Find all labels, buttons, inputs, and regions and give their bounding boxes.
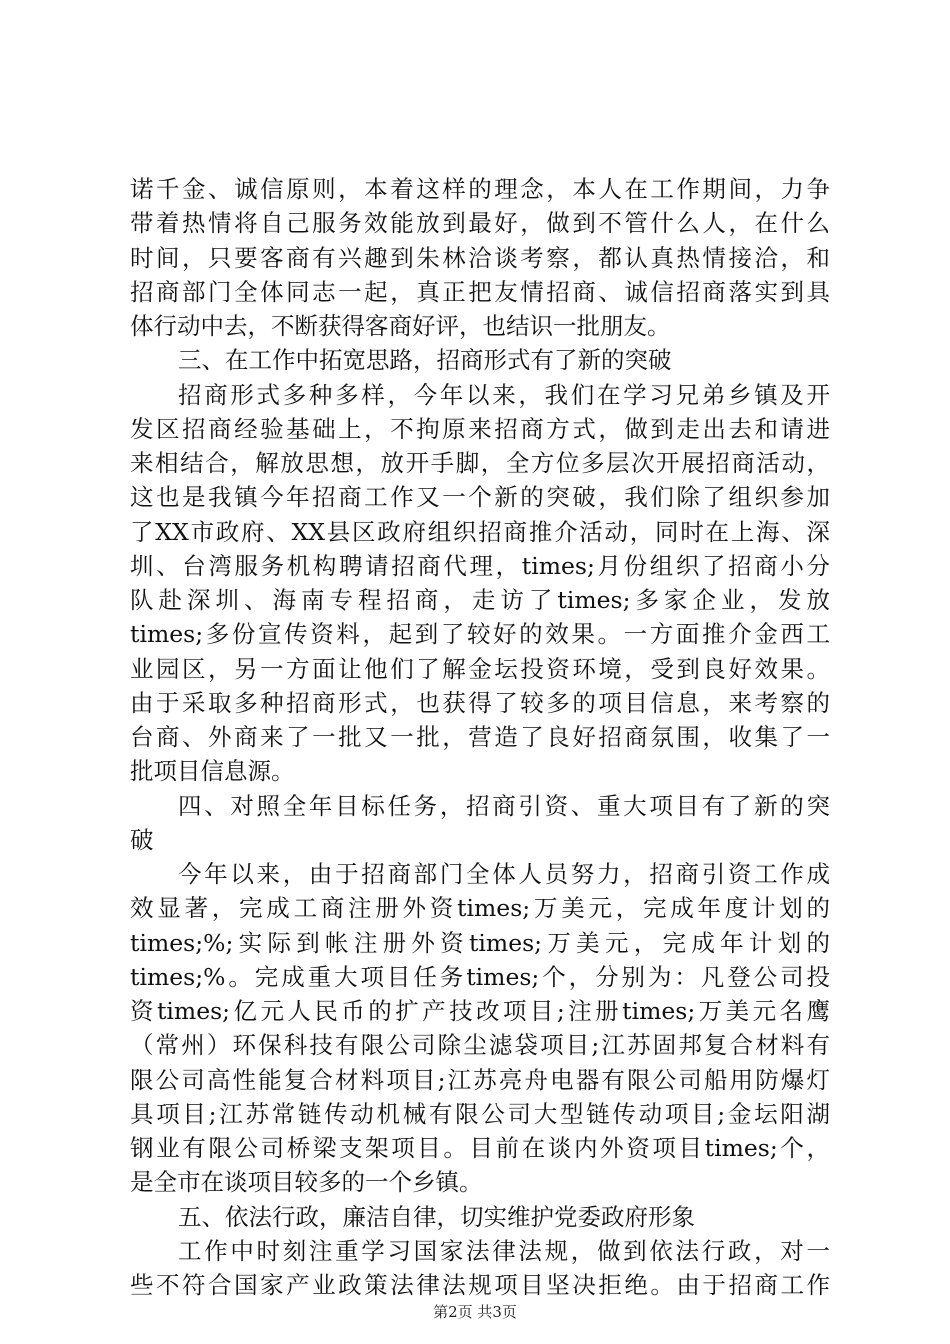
text-line: 圳、台湾服务机构聘请招商代理，times;月份组织了招商小分	[130, 551, 830, 580]
text-line: 些不符合国家产业政策法律法规项目坚决拒绝。由于招商工作	[130, 1271, 830, 1299]
text-line: times;%。完成重大项目任务times;个，分别为：凡登公司投	[130, 962, 830, 991]
text-line: 工作中时刻注重学习国家法律法规，做到依法行政，对一	[178, 1236, 830, 1265]
text-line: 具项目;江苏常链传动机械有限公司大型链传动项目;金坛阳湖	[130, 1099, 830, 1128]
text-line: 三、在工作中拓宽思路，招商形式有了新的突破	[178, 346, 672, 375]
text-line: 限公司高性能复合材料项目;江苏亮舟电器有限公司船用防爆灯	[130, 1065, 830, 1094]
text-line: 招商形式多种多样，今年以来，我们在学习兄弟乡镇及开	[178, 380, 830, 409]
text-line: 带着热情将自己服务效能放到最好，做到不管什么人，在什么	[130, 209, 830, 238]
page-footer	[0, 1302, 950, 1322]
text-line: 诺千金、诚信原则，本着这样的理念，本人在工作期间，力争	[130, 175, 830, 203]
text-line: 批项目信息源。	[130, 757, 295, 786]
text-line: 台商、外商来了一批又一批，营造了良好招商氛围，收集了一	[130, 723, 830, 751]
text-line: 由于采取多种招商形式，也获得了较多的项目信息，来考察的	[130, 688, 830, 717]
text-line: 发区招商经验基础上，不拘原来招商方式，做到走出去和请进	[130, 414, 830, 443]
text-line: 钢业有限公司桥梁支架项目。目前在谈内外资项目times;个，	[130, 1134, 830, 1162]
text-line: 了XX市政府、XX县区政府组织招商推介活动，同时在上海、深	[130, 517, 830, 546]
text-line: 来相结合，解放思想，放开手脚，全方位多层次开展招商活动，	[130, 449, 830, 477]
text-line: 招商部门全体同志一起，真正把友情招商、诚信招商落实到具	[130, 277, 830, 306]
page-number: 第2页 共3页	[433, 1303, 517, 1321]
text-line: 这也是我镇今年招商工作又一个新的突破，我们除了组织参加	[130, 483, 830, 512]
text-line: 队赴深圳、海南专程招商，走访了times;多家企业，发放	[130, 586, 830, 614]
text-line: 今年以来，由于招商部门全体人员努力，招商引资工作成	[178, 860, 830, 888]
text-line: 五、依法行政，廉洁自律，切实维护党委政府形象	[178, 1202, 695, 1231]
text-line: times;多份宣传资料，起到了较好的效果。一方面推介金西工	[130, 620, 830, 649]
text-line: 资times;亿元人民币的扩产技改项目;注册times;万美元名鹰	[130, 997, 830, 1025]
document-body	[130, 172, 830, 1302]
text-line: 效显著，完成工商注册外资times;万美元，完成年度计划的	[130, 894, 830, 923]
text-line: 业园区，另一方面让他们了解金坛投资环境，受到良好效果。	[130, 654, 830, 683]
text-line: times;%;实际到帐注册外资times;万美元，完成年计划的	[130, 928, 830, 957]
text-line: 是全市在谈项目较多的一个乡镇。	[130, 1168, 483, 1197]
text-line: 体行动中去，不断获得客商好评，也结识一批朋友。	[130, 312, 671, 340]
text-line: 破	[130, 825, 154, 854]
text-line: 时间，只要客商有兴趣到朱林洽谈考察，都认真热情接洽，和	[130, 243, 830, 272]
text-line: （常州）环保科技有限公司除尘滤袋项目;江苏固邦复合材料有	[130, 1031, 830, 1060]
text-line: 四、对照全年目标任务，招商引资、重大项目有了新的突	[178, 791, 830, 820]
